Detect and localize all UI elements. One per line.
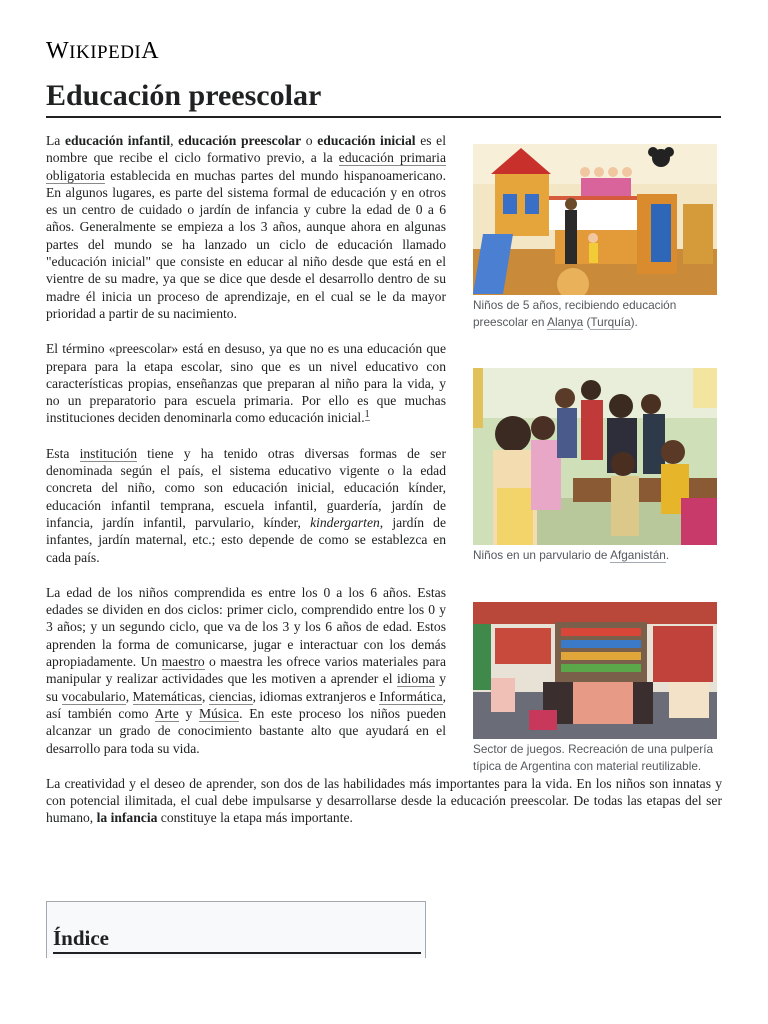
bold-term: educación inicial — [317, 133, 416, 148]
page-title: Educación preescolar — [46, 78, 721, 118]
italic-term: kindergarten — [310, 514, 380, 530]
caption-text: ). — [630, 315, 638, 329]
link-afganistan[interactable]: Afganistán — [610, 548, 666, 562]
caption-text: ( — [583, 315, 591, 329]
logo-letter: W — [46, 38, 70, 64]
bold-term: educación infantil — [65, 133, 171, 148]
figure-caption — [473, 297, 717, 331]
play-corner-photo-icon[interactable] — [473, 602, 717, 739]
link-vocabulario[interactable]: vocabulario — [61, 688, 126, 704]
reference-link[interactable]: 1 — [364, 408, 370, 420]
text: La creatividad y el deseo de aprender, son dos de las habilidades más importantes para la vida. En los niños son innatas y con potencial ilimitada, el cual debe impulsarse y desarrollarse desde la educación preescolar. De todas las etapas del ser humano, — [46, 775, 722, 826]
text: , jardín de infantes, jardín maternal, etc.; esto depende de como se establezca en cada país. — [46, 514, 447, 565]
text: es el nombre que recibe el ciclo formativo previo, a la — [46, 133, 446, 166]
figure-caption — [473, 547, 717, 564]
caption-text: Niños en un parvulario de — [473, 548, 611, 562]
text: . En este proceso los niños pueden alcanzar un grado de conocimiento bastante alto que ayudará en el desarrollo para toda su vida. — [46, 705, 447, 756]
text: Esta — [46, 445, 80, 461]
link-informatica[interactable]: Informática — [379, 688, 443, 704]
caption-text: . — [665, 548, 670, 562]
text: , — [201, 688, 209, 704]
link-musica[interactable]: Música — [199, 705, 240, 721]
paragraph-termino — [46, 340, 446, 426]
link-maestro[interactable]: maestro — [161, 654, 205, 670]
link-turquia[interactable]: Turquía — [590, 315, 631, 329]
text: constituye la etapa más importante. — [157, 810, 353, 826]
text: o maestra les ofrece varios materiales para manipular y realizar actividades que les motiven a aprender el — [46, 654, 446, 687]
link-educacion-primaria[interactable]: educación primaria — [338, 150, 446, 166]
figure-caption: Sector de juegos. Recreación de una pulpería típica de Argentina con material reutilizable. — [473, 742, 714, 773]
children-photo-icon[interactable] — [473, 368, 717, 545]
text: establecida en muchas partes del mundo hispanoamericano. En algunos lugares, es parte del sistema formal de educación y en otros es un centro de cuidado o jardín de infancia y cubre la edad de 0 a 6 años. Generalmente se empieza a los 3 años, aunque ahora en algunas partes del mundo se ha lanzado un ciclo de educación llamado "educación inicial" que consiste en educar al niño desde que está en el vientre de su madre, ya que se dice que desde el desarrollo dentro de su madre él inicia un proceso de aprendizaje, en el cual se le da mayor prioridad a partir de su nacimiento. — [46, 167, 446, 321]
paragraph-edad — [46, 584, 446, 757]
link-matematicas[interactable]: Matemáticas — [132, 688, 202, 704]
text: , — [170, 133, 179, 148]
figure-pulperia — [473, 602, 717, 775]
text: o — [301, 133, 318, 148]
wikipedia-logo[interactable] — [46, 38, 159, 65]
page-bottom-blank — [0, 958, 768, 1024]
paragraph-creatividad — [46, 775, 722, 827]
link-alanya[interactable]: Alanya — [547, 315, 584, 329]
text: , así también como — [46, 688, 446, 721]
link-institucion[interactable]: institución — [79, 445, 137, 461]
text: y su — [46, 671, 446, 704]
bold-term: la infancia — [96, 810, 158, 826]
logo-letters: IKIPEDI — [69, 42, 142, 63]
link-idioma[interactable]: idioma — [396, 671, 435, 687]
link-obligatoria[interactable]: obligatoria — [46, 167, 105, 183]
text: tiene y ha tenido otras diversas formas de ser denominada según el país, el sistema educativo vigente o la edad concreta del niño, como son educación inicial, educación kínder, educación infantil temprana, escuela infantil, guardería, jardín de infancia, jardín infantil, parvulario, kínder, — [46, 445, 446, 530]
paragraph-intro — [46, 132, 446, 322]
text: y — [178, 705, 200, 721]
text: La edad de los niños comprendida es entre los 0 a los 6 años. Estas edades se dividen en dos ciclos: primer ciclo, comprendido entre los 0 y 3 años; y un segundo ciclo, que va de los 3 y los 6 años de edad. Estos aprenden la forma de comunicarse, jugar e interactuar con los demás apropiadamente. Un — [46, 584, 446, 670]
bold-term: educación preescolar — [178, 133, 302, 148]
classroom-photo-icon[interactable] — [473, 144, 717, 295]
text: La — [46, 133, 65, 148]
text: , — [125, 688, 133, 704]
caption-text: Niños de 5 años, recibiendo educación preescolar en — [473, 298, 677, 329]
figure-afganistan — [473, 368, 717, 564]
link-ciencias[interactable]: ciencias — [208, 688, 253, 704]
logo-letter: A — [141, 38, 160, 64]
text: , idiomas extranjeros e — [252, 688, 380, 704]
toc-title: Índice — [53, 924, 421, 954]
text: El término «preescolar» está en desuso, ya que no es una educación que prepara para la etapa escolar, sino que es un nivel educativo con características propias, enseñanzas que preparan al niño para la vida, y no un preparatorio para escuela primaria. Por ello es que muchas instituciones deciden denominarla como educación inicial. — [46, 341, 446, 426]
paragraph-institucion — [46, 445, 446, 566]
link-arte[interactable]: Arte — [154, 705, 179, 721]
figure-alanya — [473, 144, 717, 331]
